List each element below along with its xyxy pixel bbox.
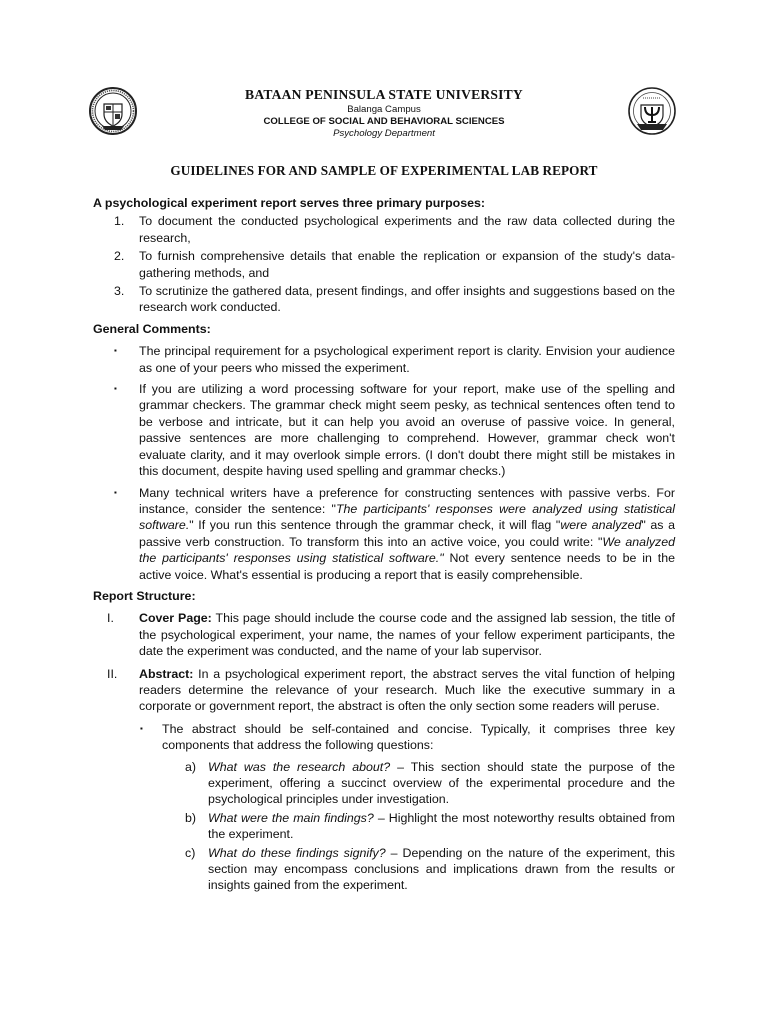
- abstract-bullet: [93, 721, 675, 754]
- general-comments-heading: General Comments:: [93, 321, 211, 336]
- list-number: 3.: [114, 284, 125, 299]
- purpose-text: To furnish comprehensive details that enable the replication or expansion of the study's data-gathering methods, and: [139, 249, 675, 280]
- bullet-icon: ▪: [114, 487, 117, 497]
- list-number: 1.: [114, 214, 125, 229]
- roman-numeral: II.: [107, 666, 118, 681]
- list-letter: a): [185, 759, 197, 774]
- bullet-text: The principal requirement for a psychological experiment report is clarity. Envision your audience as one of your peers who missed the experiment.: [139, 344, 675, 375]
- abstract-section: [93, 666, 675, 715]
- purpose-item-2: [93, 248, 675, 281]
- section-text: Cover Page: This page should include the course code and the assigned lab session, the title of the psychological experiment, your name, the names of your fellow experiment participants, the date the experiment was conducted, and the name of your lab supervisor.: [139, 611, 675, 659]
- bullet-text: If you are utilizing a word processing software for your report, make use of the spelling and grammar checkers. The grammar check might seem pesky, as technical sentences often tend to be verbose and intricate, but it can help you avoid an overuse of passive voice. In general, passive sentences are more challenging to comprehend. However, grammar check won't evaluate clarity, and it may overlook simple errors. (I don't doubt there might still be mistakes in this document, despite having used spelling and grammar checks.): [139, 382, 675, 479]
- document-body: [93, 195, 675, 894]
- general-bullet-1: [93, 343, 675, 376]
- letterhead: [0, 86, 768, 140]
- section-text: Abstract: In a psychological experiment report, the abstract serves the vital function of helping readers determine the relevance of your research. Much like the executive summary in a corporate or government report, the abstract is often the only section some readers will peruse.: [139, 666, 675, 714]
- question-text: What were the main findings? – Highlight the most noteworthy results obtained from the experiment.: [208, 810, 675, 842]
- purposes-heading: A psychological experiment report serves three primary purposes:: [93, 196, 486, 210]
- question-text: What was the research about? – This section should state the purpose of the experiment, offering a succinct overview of the experimental procedure and the psychological principles under investigation.: [208, 759, 675, 807]
- purpose-item-3: [93, 283, 675, 316]
- general-bullet-3: [93, 485, 675, 583]
- list-letter: c): [185, 845, 196, 860]
- bullet-icon: ▪: [114, 346, 117, 356]
- list-letter: b): [185, 810, 197, 825]
- campus-name: Balanga Campus: [347, 104, 421, 115]
- bullet-icon: ▪: [140, 723, 143, 733]
- list-number: 2.: [114, 249, 125, 264]
- university-name: BATAAN PENINSULA STATE UNIVERSITY: [245, 87, 523, 102]
- abstract-question-b: [93, 810, 675, 843]
- purpose-text: To scrutinize the gathered data, present findings, and offer insights and suggestions based on the research work conducted.: [139, 284, 675, 315]
- purpose-text: To document the conducted psychological experiments and the raw data collected during the research,: [139, 214, 675, 245]
- general-bullet-2: [93, 381, 675, 479]
- college-name: COLLEGE OF SOCIAL AND BEHAVIORAL SCIENCES: [263, 116, 505, 127]
- bullet-text: Many technical writers have a preference for constructing sentences with passive verbs. For instance, consider the sentence: "The participants' responses were analyzed using statistical software." If you run this sentence through the grammar check, it will flag "were analyzed" as a passive verb construction. To transform this into an active voice, you could write: "We analyzed the participants' responses using statistical software." Not every sentence needs to be in the active voice. What's essential is producing a report that is easily comprehensible.: [139, 485, 676, 582]
- question-text: What do these findings signify? – Depending on the nature of the experiment, this section may encompass conclusions and implications drawn from the results or insights gained from the experiment.: [208, 845, 675, 893]
- bullet-text: The abstract should be self-contained and concise. Typically, it comprises three key components that address the following questions:: [162, 721, 675, 753]
- abstract-question-c: [93, 845, 675, 894]
- report-structure-heading: Report Structure:: [93, 588, 196, 603]
- purpose-item-1: [93, 213, 675, 246]
- document-title: GUIDELINES FOR AND SAMPLE OF EXPERIMENTAL LAB REPORT: [170, 163, 598, 178]
- cover-page-section: [93, 610, 675, 659]
- bullet-icon: ▪: [114, 384, 117, 394]
- department-name: Psychology Department: [333, 128, 435, 139]
- abstract-question-a: [93, 759, 675, 808]
- roman-numeral: I.: [107, 611, 114, 626]
